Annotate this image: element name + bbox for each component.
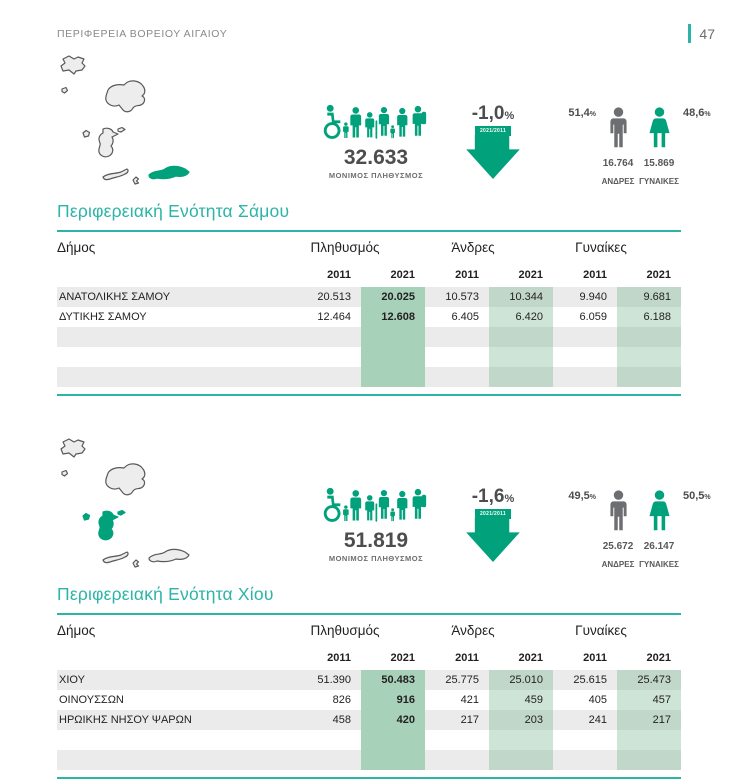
page-number: 47 (699, 25, 715, 42)
island-lesbos (106, 81, 145, 112)
year-header: 2021 (646, 268, 671, 281)
value-cell: 51.390 (317, 674, 351, 686)
value-cell (489, 730, 553, 750)
value-cell (361, 367, 425, 387)
population-label: ΜΟΝΙΜΟΣ ΠΛΗΘΥΣΜΟΣ (328, 171, 424, 181)
value-cell: 217 (617, 710, 681, 730)
female-count: 15.869 (643, 157, 675, 169)
island-agios-efstratios (62, 471, 68, 477)
year-header: 2021 (390, 268, 415, 281)
female-label: ΓΥΝΑΙΚΕΣ (639, 177, 679, 187)
value-cell: 241 (588, 714, 607, 726)
island-fourni (133, 177, 139, 184)
value-cell (617, 730, 681, 750)
value-cell: 12.464 (317, 311, 351, 323)
table-row-empty (57, 347, 681, 367)
female-percent: 48,6% (683, 107, 711, 119)
value-cell: 6.405 (451, 311, 479, 323)
island-ikaria (103, 552, 128, 563)
value-cell: 459 (489, 690, 553, 710)
year-header: 2011 (583, 651, 607, 664)
value-cell: 421 (460, 694, 479, 706)
island-fourni (133, 560, 139, 567)
value-cell (361, 750, 425, 770)
down-arrow-icon (466, 135, 520, 179)
section-samos (57, 53, 711, 396)
island-ikaria (103, 169, 128, 180)
people-group-icon (322, 478, 430, 523)
island-lemnos (61, 56, 85, 74)
table-row-empty (57, 327, 681, 347)
municipality-name: ΗΡΩΙΚΗΣ ΝΗΣΟΥ ΨΑΡΩΝ (59, 714, 192, 726)
population-label: ΜΟΝΙΜΟΣ ΠΛΗΘΥΣΜΟΣ (328, 554, 424, 564)
island-oinousses-highlighted (118, 511, 125, 516)
value-cell (617, 347, 681, 367)
value-cell: 458 (332, 714, 351, 726)
page-number-accent-bar (688, 24, 691, 43)
value-cell: 405 (588, 694, 607, 706)
table-bottom-rule (57, 777, 681, 779)
municipality-table (57, 232, 681, 387)
column-header-men: Άνδρες (451, 239, 495, 255)
value-cell: 25.473 (617, 670, 681, 690)
island-samos-highlighted (149, 166, 189, 178)
value-cell: 25.615 (573, 674, 607, 686)
change-period: 2021/2011 (475, 126, 511, 136)
change-value: -1,6% (471, 486, 515, 507)
value-cell: 6.059 (579, 311, 607, 323)
page-number-block (688, 24, 715, 43)
column-header-population: Πληθυσμός (310, 239, 380, 255)
section-title: Περιφερειακή Ενότητα Σάμου (57, 201, 290, 221)
down-arrow-icon (466, 518, 520, 562)
year-header: 2021 (646, 651, 671, 664)
column-header-women: Γυναίκες (575, 622, 627, 638)
table-body (57, 287, 681, 387)
population-change-block (463, 53, 523, 193)
value-cell (617, 327, 681, 347)
table-row (57, 287, 681, 307)
male-count: 16.764 (602, 157, 634, 169)
value-cell: 420 (361, 710, 425, 730)
year-header: 2011 (327, 651, 351, 664)
value-cell (361, 730, 425, 750)
male-count: 25.672 (602, 540, 634, 552)
table-group-header (57, 232, 681, 262)
north-aegean-islands-map (45, 436, 205, 576)
value-cell: 25.775 (445, 674, 479, 686)
value-cell: 10.344 (489, 287, 553, 307)
column-header-men: Άνδρες (451, 622, 495, 638)
municipality-name: ΧΙΟΥ (59, 674, 85, 686)
island-chios-highlighted (99, 511, 118, 540)
chios-infographic-row (57, 436, 711, 576)
value-cell: 10.573 (445, 291, 479, 303)
value-cell: 457 (617, 690, 681, 710)
table-bottom-rule (57, 394, 681, 396)
value-cell: 6.188 (617, 307, 681, 327)
value-cell: 203 (489, 710, 553, 730)
female-label: ΓΥΝΑΙΚΕΣ (639, 560, 679, 570)
column-header-women: Γυναίκες (575, 239, 627, 255)
population-value: 51.819 (343, 529, 409, 552)
table-row-empty (57, 367, 681, 387)
male-label: ΑΝΔΡΕΣ (601, 560, 635, 570)
value-cell (489, 750, 553, 770)
male-percent: 49,5% (568, 490, 596, 502)
island-lemnos (61, 439, 85, 457)
column-header-municipality: Δήμος (57, 239, 96, 255)
change-value: -1,0% (471, 103, 515, 124)
island-lesbos (106, 464, 145, 495)
table-row (57, 307, 681, 327)
samos-infographic-row (57, 53, 711, 193)
year-header: 2011 (455, 651, 479, 664)
table-row-empty (57, 730, 681, 750)
value-cell: 826 (332, 694, 351, 706)
year-header: 2021 (518, 268, 543, 281)
region-title: ΠΕΡΙΦΕΡΕΙΑ ΒΟΡΕΙΟΥ ΑΙΓΑΙΟΥ (57, 27, 228, 40)
year-header: 2011 (327, 268, 351, 281)
island-samos (149, 549, 189, 561)
male-figure-icon (599, 490, 637, 538)
section-chios (57, 436, 711, 779)
year-header: 2021 (390, 651, 415, 664)
people-group-icon (322, 95, 430, 140)
value-cell: 12.608 (361, 307, 425, 327)
table-year-header (57, 262, 681, 287)
table-row (57, 710, 681, 730)
island-chios (99, 128, 118, 157)
value-cell: 20.513 (317, 291, 351, 303)
section-title: Περιφερειακή Ενότητα Χίου (57, 584, 274, 604)
value-cell (361, 327, 425, 347)
year-header: 2011 (583, 268, 607, 281)
value-cell: 916 (361, 690, 425, 710)
gender-split-block (563, 436, 721, 576)
table-group-header (57, 615, 681, 645)
page-header (57, 24, 715, 43)
population-block (297, 53, 455, 193)
female-figure-icon (637, 490, 681, 538)
island-psara (83, 131, 90, 138)
north-aegean-islands-map (45, 53, 205, 193)
table-row (57, 690, 681, 710)
island-oinousses (118, 128, 125, 133)
municipality-name: ΔΥΤΙΚΗΣ ΣΑΜΟΥ (59, 311, 147, 323)
value-cell: 6.420 (489, 307, 553, 327)
value-cell: 217 (460, 714, 479, 726)
female-percent: 50,5% (683, 490, 711, 502)
year-header: 2011 (455, 268, 479, 281)
value-cell (617, 750, 681, 770)
female-figure-icon (637, 107, 681, 155)
male-percent: 51,4% (568, 107, 596, 119)
value-cell (489, 367, 553, 387)
table-body (57, 670, 681, 770)
municipality-name: ΟΙΝΟΥΣΣΩΝ (59, 694, 124, 706)
population-block (297, 436, 455, 576)
value-cell: 50.483 (361, 670, 425, 690)
value-cell (489, 347, 553, 367)
table-row-empty (57, 750, 681, 770)
change-period: 2021/2011 (475, 509, 511, 519)
population-value: 32.633 (343, 146, 409, 169)
table-row (57, 670, 681, 690)
column-header-municipality: Δήμος (57, 622, 96, 638)
female-count: 26.147 (643, 540, 675, 552)
value-cell: 9.681 (617, 287, 681, 307)
value-cell (361, 347, 425, 367)
male-label: ΑΝΔΡΕΣ (601, 177, 635, 187)
municipality-table (57, 615, 681, 770)
value-cell: 25.010 (489, 670, 553, 690)
table-year-header (57, 645, 681, 670)
value-cell: 9.940 (579, 291, 607, 303)
municipality-name: ΑΝΑΤΟΛΙΚΗΣ ΣΑΜΟΥ (59, 291, 171, 303)
male-figure-icon (599, 107, 637, 155)
column-header-population: Πληθυσμός (310, 622, 380, 638)
population-change-block (463, 436, 523, 576)
value-cell (489, 327, 553, 347)
island-agios-efstratios (62, 88, 68, 94)
value-cell: 20.025 (361, 287, 425, 307)
value-cell (617, 367, 681, 387)
gender-split-block (563, 53, 721, 193)
island-psara-highlighted (83, 514, 90, 521)
year-header: 2021 (518, 651, 543, 664)
